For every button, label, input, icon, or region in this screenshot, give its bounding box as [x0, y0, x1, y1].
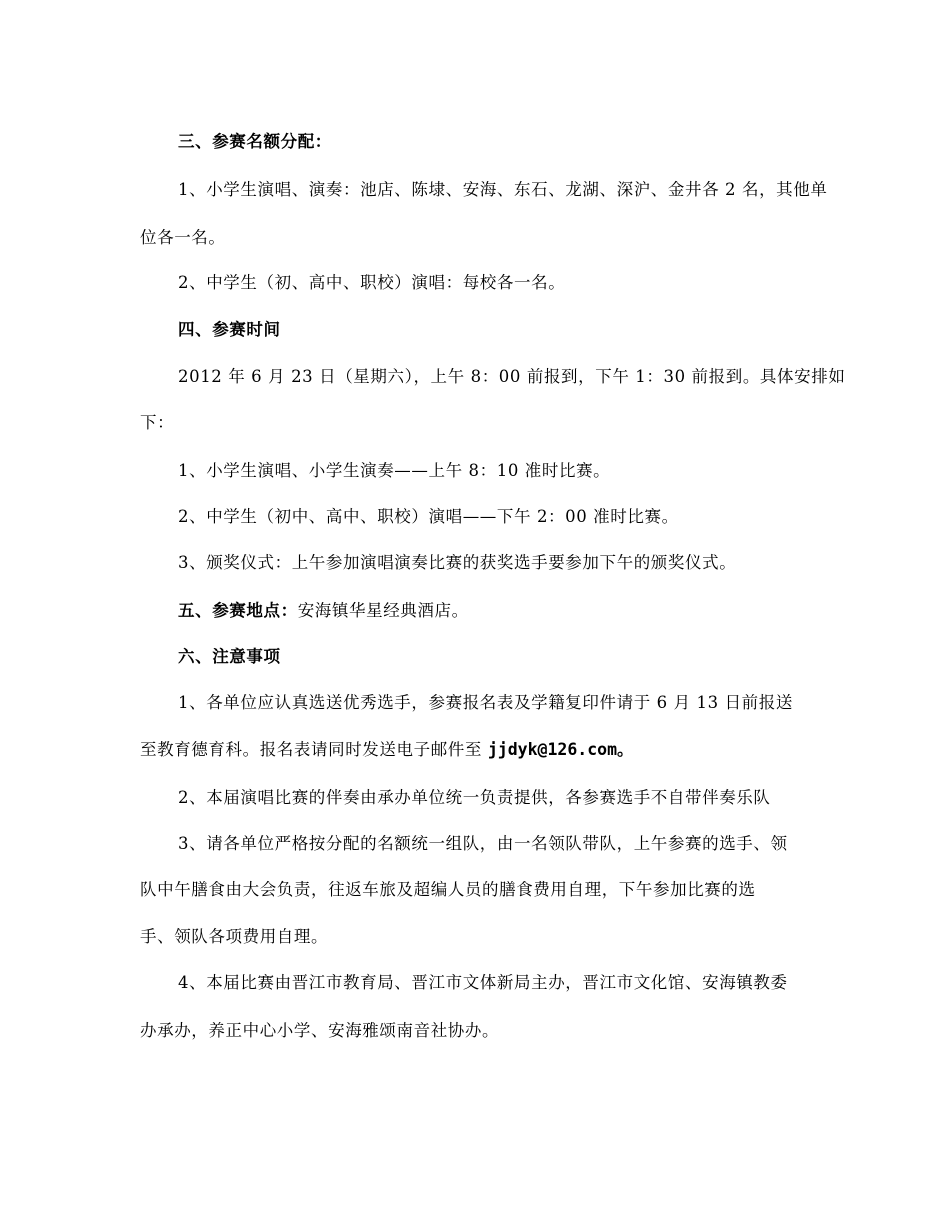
note-3-line2: 队中午膳食由大会负责，往返车旅及超编人员的膳食费用自理，下午参加比赛的选 [140, 880, 756, 899]
section-heading-venue: 五、参赛地点： [178, 601, 298, 620]
schedule-item-2: 2、中学生（初中、高中、职校）演唱——下午 2：00 准时比赛。 [178, 507, 679, 526]
paragraph-quota-1-line1: 1、小学生演唱、演奏：池店、陈埭、安海、东石、龙湖、深沪、金井各 2 名，其他单 [178, 180, 828, 199]
section-heading-notes: 六、注意事项 [178, 647, 281, 666]
note-1-text: 至教育德育科。报名表请同时发送电子邮件至 [140, 740, 488, 759]
paragraph-time-line1: 2012 年 6 月 23 日（星期六），上午 8：00 前报到，下午 1：30 前报到。具体安排如 [178, 367, 846, 386]
section-heading-time: 四、参赛时间 [178, 320, 281, 339]
paragraph-time-line2: 下： [140, 413, 175, 432]
paragraph-quota-1-line2: 位各一名。 [140, 228, 226, 247]
section-venue [178, 599, 858, 623]
schedule-item-3: 3、颁奖仪式：上午参加演唱演奏比赛的获奖选手要参加下午的颁奖仪式。 [178, 553, 737, 572]
note-4-line2: 办承办，养正中心小学、安海雅颂南音社协办。 [140, 1021, 500, 1040]
note-3-line3: 手、领队各项费用自理。 [140, 927, 329, 946]
email-address: jjdyk@126.com。 [487, 740, 634, 759]
note-1-line1: 1、各单位应认真选送优秀选手，参赛报名表及学籍复印件请于 6 月 13 日前报送 [178, 693, 793, 712]
note-4-line1: 4、本届比赛由晋江市教育局、晋江市文体新局主办，晋江市文化馆、安海镇教委 [178, 973, 788, 992]
schedule-item-1: 1、小学生演唱、小学生演奏——上午 8：10 准时比赛。 [178, 461, 611, 480]
paragraph-quota-2: 2、中学生（初、高中、职校）演唱：每校各一名。 [178, 273, 566, 292]
section-heading-quota: 三、参赛名额分配： [178, 132, 332, 151]
venue-text: 安海镇华星经典酒店。 [297, 601, 469, 620]
note-1-line2 [140, 738, 820, 762]
note-3-line1: 3、请各单位严格按分配的名额统一组队，由一名领队带队，上午参赛的选手、领 [178, 834, 788, 853]
note-2: 2、本届演唱比赛的伴奏由承办单位统一负责提供，各参赛选手不自带伴奏乐队 [178, 788, 771, 807]
